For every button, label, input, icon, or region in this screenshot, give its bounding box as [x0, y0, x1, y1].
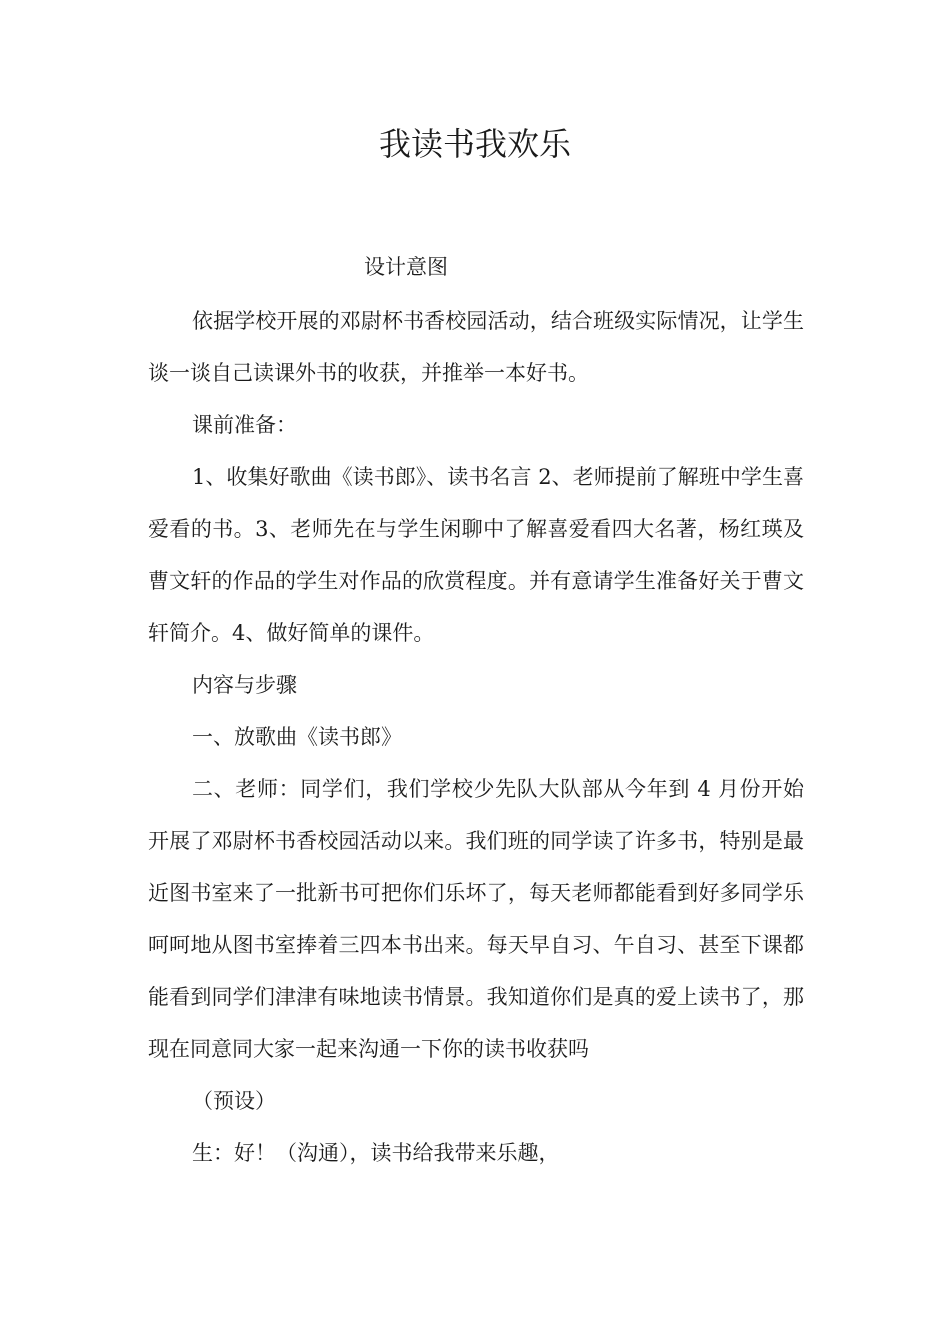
section-heading-design-intent: 设计意图 [364, 255, 448, 279]
paragraph-step-one: 一、放歌曲《读书郎》 [192, 725, 402, 749]
paragraph-student-reply: 生：好！（沟通），读书给我带来乐趣， [192, 1141, 560, 1165]
paragraph-step-two: 二、老师：同学们，我们学校少先队大队部从今年到 4 月份开始开展了邓尉杯书香校园活动以来。我们班的同学读了许多书，特别是最近图书室来了一批新书可把你们乐坏了，每天老师都能看到好多同学乐呵呵地从图书室捧着三四本书出来。每天早自习、午自习、甚至下课都能看到同学们津津有味地读书情景。我知道你们是真的爱上读书了，那现在同意同大家一起来沟通一下你的读书收获吗 [148, 777, 804, 1061]
paragraph-preset: （预设） [192, 1089, 276, 1113]
paragraph-preparation-heading: 课前准备： [192, 413, 297, 437]
paragraph-preparation-items: 1、收集好歌曲《读书郎》、读书名言 2、老师提前了解班中学生喜爱看的书。3、老师先在与学生闲聊中了解喜爱看四大名著，杨红瑛及曹文轩的作品的学生对作品的欣赏程度。并有意请学生准备好关于曹文轩简介。4、做好简单的课件。 [148, 465, 804, 645]
document-body [148, 295, 804, 1179]
paragraph-steps-heading: 内容与步骤 [192, 673, 297, 697]
document-title: 我读书我欢乐 [378, 125, 571, 163]
paragraph-intent: 依据学校开展的邓尉杯书香校园活动，结合班级实际情况，让学生谈一谈自己读课外书的收获，并推举一本好书。 [148, 309, 804, 385]
